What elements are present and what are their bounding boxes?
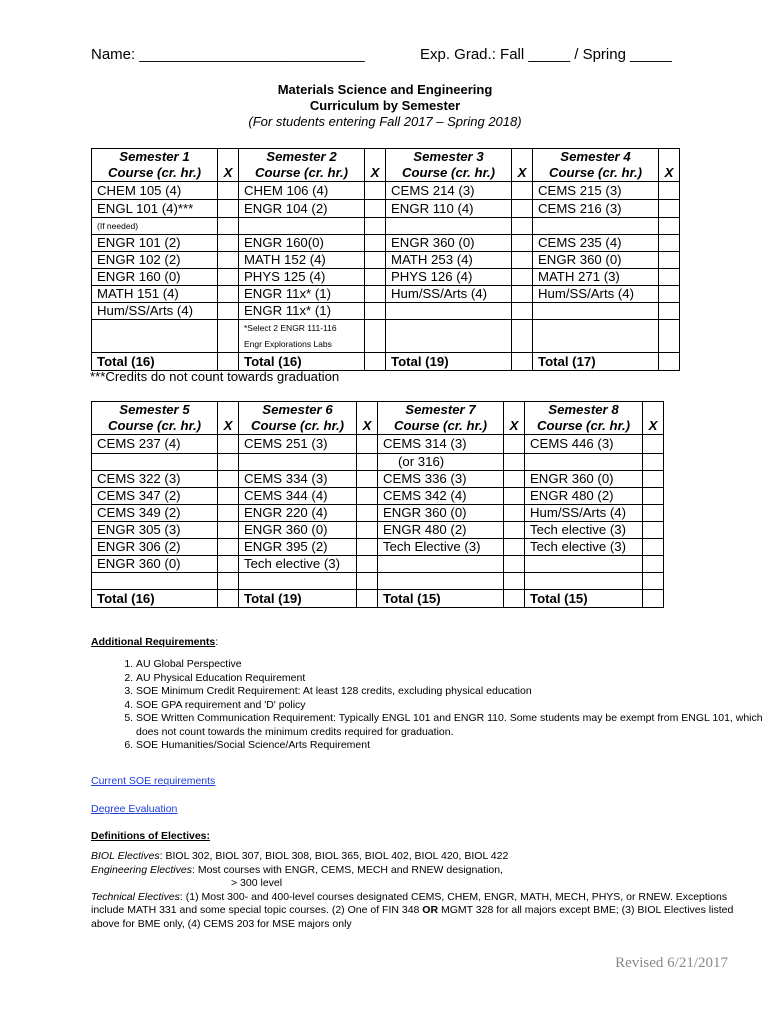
course-cell: CEMS 336 (3): [378, 471, 504, 488]
completed-column-header: X: [643, 418, 664, 435]
course-check-cell[interactable]: [504, 435, 525, 454]
course-check-cell[interactable]: [218, 522, 239, 539]
course-cell: ENGR 220 (4): [239, 505, 357, 522]
total-check-cell: [218, 590, 239, 608]
course-cell: (or 316): [378, 454, 504, 471]
course-cell: Engr Explorations Labs: [239, 336, 365, 353]
semester-check-title-cell: [504, 402, 525, 419]
course-row: [92, 522, 664, 539]
semester-title: Semester 6: [239, 402, 357, 419]
requirement-item: 2. AU Physical Education Requirement: [136, 672, 770, 686]
course-cell: MATH 271 (3): [533, 269, 659, 286]
course-cell: ENGR 360 (0): [386, 235, 512, 252]
course-row: [92, 218, 680, 235]
course-column-header: Course (cr. hr.): [525, 418, 643, 435]
course-check-cell[interactable]: [218, 218, 239, 235]
course-row: [92, 286, 680, 303]
course-cell: [525, 556, 643, 573]
semester-title: Semester 3: [386, 149, 512, 166]
course-cell: [92, 336, 218, 353]
course-cell: CEMS 214 (3): [386, 182, 512, 200]
requirement-item: 5. SOE Written Communication Requirement: Typically ENGL 101 and ENGR 110. Some students may be exempt from ENGL 101, which does not count towards the minimum credits required for graduation.: [136, 712, 770, 739]
course-cell: [386, 218, 512, 235]
semester-check-title-cell: [218, 402, 239, 419]
course-cell: CEMS 322 (3): [92, 471, 218, 488]
course-cell: [386, 336, 512, 353]
course-cell: [525, 573, 643, 590]
semester-title: Semester 2: [239, 149, 365, 166]
credits-note: ***Credits do not count towards graduation: [90, 369, 340, 384]
course-check-cell[interactable]: [218, 471, 239, 488]
semester-total: Total (17): [533, 353, 659, 371]
course-row: [92, 488, 664, 505]
course-cell: CEMS 349 (2): [92, 505, 218, 522]
course-check-cell[interactable]: [357, 471, 378, 488]
technical-electives-line: Technical Electives: (1) Most 300- and 400-level courses designated CEMS, CHEM, ENGR, MATH, MECH, PHYS, or RNEW. Exceptions include MATH 331 and some special topic courses. (2) One of FIN 348 OR MGMT 328 for all majors except BME; (3) BIOL Electives listed above for BME only, (4) CEMS 203 for MSE majors only: [91, 890, 734, 930]
course-cell: Hum/SS/Arts (4): [533, 286, 659, 303]
course-cell: ENGR 11x* (1): [239, 303, 365, 320]
semester-table-5-8: [91, 401, 664, 608]
course-check-cell[interactable]: [512, 182, 533, 200]
course-check-cell[interactable]: [504, 488, 525, 505]
course-column-header: Course (cr. hr.): [239, 165, 365, 182]
engineering-electives-line: Engineering Electives: Most courses with ENGR, CEMS, MECH and RNEW designation,: [91, 863, 503, 876]
total-check-cell: [659, 353, 680, 371]
definitions-text: [91, 850, 741, 931]
completed-column-header: X: [659, 165, 680, 182]
course-check-cell[interactable]: [365, 286, 386, 303]
additional-requirements-heading: Additional Requirements:: [91, 636, 219, 648]
course-check-cell[interactable]: [643, 471, 664, 488]
course-row: [92, 435, 664, 454]
course-cell: CHEM 106 (4): [239, 182, 365, 200]
course-row: [92, 573, 664, 590]
course-check-cell[interactable]: [643, 488, 664, 505]
course-row: [92, 269, 680, 286]
course-check-cell[interactable]: [659, 286, 680, 303]
semester-total: Total (16): [239, 353, 365, 371]
course-cell: [386, 320, 512, 337]
semester-title: Semester 7: [378, 402, 504, 419]
completed-column-header: X: [218, 418, 239, 435]
course-cell: CEMS 344 (4): [239, 488, 357, 505]
semester-check-title-cell: [659, 149, 680, 166]
course-cell: [386, 303, 512, 320]
course-column-header: Course (cr. hr.): [92, 165, 218, 182]
course-cell: MATH 152 (4): [239, 252, 365, 269]
requirement-item: 6. SOE Humanities/Social Science/Arts Requirement: [136, 739, 770, 753]
semester-total: Total (19): [239, 590, 357, 608]
course-check-cell[interactable]: [659, 336, 680, 353]
course-check-cell[interactable]: [659, 320, 680, 337]
course-check-cell[interactable]: [357, 522, 378, 539]
course-check-cell[interactable]: [218, 336, 239, 353]
total-check-cell: [218, 353, 239, 371]
course-cell: Hum/SS/Arts (4): [386, 286, 512, 303]
course-cell: PHYS 126 (4): [386, 269, 512, 286]
course-cell: ENGR 305 (3): [92, 522, 218, 539]
course-cell: CEMS 446 (3): [525, 435, 643, 454]
course-check-cell[interactable]: [504, 522, 525, 539]
course-cell: ENGL 101 (4)***: [92, 200, 218, 218]
course-cell: ENGR 104 (2): [239, 200, 365, 218]
course-check-cell[interactable]: [643, 539, 664, 556]
course-check-cell[interactable]: [218, 488, 239, 505]
total-row: [92, 353, 680, 371]
course-cell: [239, 573, 357, 590]
course-cell: ENGR 360 (0): [525, 471, 643, 488]
semester-check-title-cell: [357, 402, 378, 419]
semester-total: Total (19): [386, 353, 512, 371]
course-check-cell[interactable]: [365, 336, 386, 353]
semester-total: Total (16): [92, 590, 218, 608]
course-row: [92, 471, 664, 488]
course-row: [92, 539, 664, 556]
course-cell: Tech elective (3): [525, 539, 643, 556]
requirement-item: 3. SOE Minimum Credit Requirement: At least 128 credits, excluding physical education: [136, 685, 770, 699]
course-cell: *Select 2 ENGR 111-116: [239, 320, 365, 337]
course-check-cell[interactable]: [365, 200, 386, 218]
requirement-item: 4. SOE GPA requirement and 'D' policy: [136, 699, 770, 713]
course-check-cell[interactable]: [365, 182, 386, 200]
course-check-cell[interactable]: [218, 505, 239, 522]
course-row: [92, 556, 664, 573]
semester-title-row: [92, 149, 680, 166]
current-soe-requirements-link[interactable]: Current SOE requirements: [91, 775, 216, 787]
course-check-cell[interactable]: [512, 252, 533, 269]
course-cell: ENGR 360 (0): [533, 252, 659, 269]
course-check-cell[interactable]: [357, 488, 378, 505]
course-check-cell[interactable]: [365, 218, 386, 235]
semester-title: Semester 5: [92, 402, 218, 419]
name-field-label: Name: ___________________________: [91, 46, 365, 63]
course-check-cell[interactable]: [504, 539, 525, 556]
course-cell: CEMS 334 (3): [239, 471, 357, 488]
course-check-cell[interactable]: [504, 454, 525, 471]
course-check-cell[interactable]: [218, 252, 239, 269]
course-check-cell[interactable]: [365, 320, 386, 337]
course-check-cell[interactable]: [357, 505, 378, 522]
course-cell: Tech elective (3): [239, 556, 357, 573]
course-check-cell[interactable]: [659, 200, 680, 218]
total-check-cell: [512, 353, 533, 371]
course-check-cell[interactable]: [218, 320, 239, 337]
course-column-header: Course (cr. hr.): [378, 418, 504, 435]
course-check-cell[interactable]: [504, 573, 525, 590]
course-header-row: [92, 418, 664, 435]
course-check-cell[interactable]: [659, 182, 680, 200]
course-cell: ENGR 101 (2): [92, 235, 218, 252]
engineering-electives-level: > 300 level: [231, 877, 283, 889]
course-cell: ENGR 306 (2): [92, 539, 218, 556]
title-line-2: Curriculum by Semester: [309, 98, 461, 113]
course-cell: ENGR 480 (2): [525, 488, 643, 505]
course-cell: Tech elective (3): [525, 522, 643, 539]
biol-electives-line: BIOL Electives: BIOL 302, BIOL 307, BIOL 308, BIOL 365, BIOL 402, BIOL 420, BIOL 422: [91, 850, 509, 862]
semester-total: Total (15): [378, 590, 504, 608]
course-check-cell[interactable]: [365, 252, 386, 269]
semester-title: Semester 8: [525, 402, 643, 419]
course-cell: [378, 573, 504, 590]
course-check-cell[interactable]: [643, 522, 664, 539]
course-row: [92, 200, 680, 218]
course-row: [92, 303, 680, 320]
total-check-cell: [643, 590, 664, 608]
course-check-cell[interactable]: [218, 573, 239, 590]
course-check-cell[interactable]: [643, 556, 664, 573]
course-column-header: Course (cr. hr.): [533, 165, 659, 182]
course-header-row: [92, 165, 680, 182]
course-check-cell[interactable]: [218, 286, 239, 303]
course-row: [92, 454, 664, 471]
course-row: [92, 320, 680, 337]
course-cell: [239, 454, 357, 471]
course-cell: [533, 336, 659, 353]
course-cell: ENGR 360 (0): [92, 556, 218, 573]
course-cell: MATH 151 (4): [92, 286, 218, 303]
course-check-cell[interactable]: [512, 200, 533, 218]
course-check-cell[interactable]: [512, 218, 533, 235]
course-check-cell[interactable]: [357, 454, 378, 471]
course-cell: ENGR 360 (0): [378, 505, 504, 522]
title-subtitle: (For students entering Fall 2017 – Spring 2018): [248, 114, 522, 129]
course-cell: ENGR 160(0): [239, 235, 365, 252]
course-check-cell[interactable]: [659, 303, 680, 320]
requirement-item: 1. AU Global Perspective: [136, 658, 770, 672]
course-check-cell[interactable]: [218, 200, 239, 218]
course-check-cell[interactable]: [365, 269, 386, 286]
course-check-cell[interactable]: [512, 336, 533, 353]
semester-check-title-cell: [218, 149, 239, 166]
course-check-cell[interactable]: [357, 573, 378, 590]
course-check-cell[interactable]: [357, 435, 378, 454]
course-cell: [533, 320, 659, 337]
course-check-cell[interactable]: [643, 435, 664, 454]
course-cell: ENGR 110 (4): [386, 200, 512, 218]
course-cell: CHEM 105 (4): [92, 182, 218, 200]
course-check-cell[interactable]: [659, 235, 680, 252]
course-cell: Hum/SS/Arts (4): [92, 303, 218, 320]
semester-table-1-4: [91, 148, 680, 371]
course-check-cell[interactable]: [504, 556, 525, 573]
course-check-cell[interactable]: [365, 235, 386, 252]
completed-column-header: X: [357, 418, 378, 435]
course-check-cell[interactable]: [504, 505, 525, 522]
semester-title: Semester 4: [533, 149, 659, 166]
course-check-cell[interactable]: [218, 235, 239, 252]
course-row: [92, 336, 680, 353]
total-row: [92, 590, 664, 608]
course-cell: ENGR 160 (0): [92, 269, 218, 286]
course-check-cell[interactable]: [512, 235, 533, 252]
course-check-cell[interactable]: [218, 269, 239, 286]
course-cell: ENGR 102 (2): [92, 252, 218, 269]
definitions-heading: Definitions of Electives:: [91, 830, 211, 842]
semester-check-title-cell: [365, 149, 386, 166]
course-check-cell[interactable]: [357, 539, 378, 556]
course-cell: [92, 454, 218, 471]
total-check-cell: [365, 353, 386, 371]
course-cell: ENGR 11x* (1): [239, 286, 365, 303]
course-check-cell[interactable]: [218, 435, 239, 454]
course-cell: CEMS 251 (3): [239, 435, 357, 454]
course-cell: CEMS 314 (3): [378, 435, 504, 454]
course-cell: [92, 573, 218, 590]
course-cell: MATH 253 (4): [386, 252, 512, 269]
semester-title-row: [92, 402, 664, 419]
total-check-cell: [504, 590, 525, 608]
course-check-cell[interactable]: [643, 505, 664, 522]
course-check-cell[interactable]: [504, 471, 525, 488]
course-cell: ENGR 480 (2): [378, 522, 504, 539]
course-cell: CEMS 347 (2): [92, 488, 218, 505]
course-check-cell[interactable]: [512, 320, 533, 337]
semester-total: Total (15): [525, 590, 643, 608]
course-cell: ENGR 395 (2): [239, 539, 357, 556]
course-check-cell[interactable]: [659, 252, 680, 269]
completed-column-header: X: [504, 418, 525, 435]
course-cell: PHYS 125 (4): [239, 269, 365, 286]
course-column-header: Course (cr. hr.): [386, 165, 512, 182]
total-check-cell: [357, 590, 378, 608]
course-cell: Tech Elective (3): [378, 539, 504, 556]
course-row: [92, 235, 680, 252]
completed-column-header: X: [365, 165, 386, 182]
course-cell: Hum/SS/Arts (4): [525, 505, 643, 522]
course-row: [92, 182, 680, 200]
course-row: [92, 252, 680, 269]
semester-total: Total (16): [92, 353, 218, 371]
course-cell: [239, 218, 365, 235]
course-cell: [525, 454, 643, 471]
course-check-cell[interactable]: [218, 454, 239, 471]
course-cell: [533, 303, 659, 320]
completed-column-header: X: [512, 165, 533, 182]
course-check-cell[interactable]: [659, 269, 680, 286]
course-check-cell[interactable]: [218, 182, 239, 200]
course-column-header: Course (cr. hr.): [239, 418, 357, 435]
course-cell: CEMS 216 (3): [533, 200, 659, 218]
course-check-cell[interactable]: [512, 286, 533, 303]
course-cell: [378, 556, 504, 573]
revised-date: Revised 6/21/2017: [615, 955, 728, 971]
semester-title: Semester 1: [92, 149, 218, 166]
course-cell: (If needed): [92, 218, 218, 235]
completed-column-header: X: [218, 165, 239, 182]
degree-evaluation-link[interactable]: Degree Evaluation: [91, 803, 178, 815]
course-check-cell[interactable]: [218, 556, 239, 573]
course-row: [92, 505, 664, 522]
semester-check-title-cell: [512, 149, 533, 166]
semester-check-title-cell: [643, 402, 664, 419]
course-cell: ENGR 360 (0): [239, 522, 357, 539]
course-check-cell[interactable]: [218, 303, 239, 320]
course-check-cell[interactable]: [357, 556, 378, 573]
course-cell: CEMS 342 (4): [378, 488, 504, 505]
course-check-cell[interactable]: [643, 454, 664, 471]
course-cell: CEMS 237 (4): [92, 435, 218, 454]
course-column-header: Course (cr. hr.): [92, 418, 218, 435]
requirements-list: [91, 658, 770, 753]
course-check-cell[interactable]: [659, 218, 680, 235]
expected-graduation-label: Exp. Grad.: Fall _____ / Spring _____: [420, 46, 672, 63]
course-check-cell[interactable]: [365, 303, 386, 320]
title-line-1: Materials Science and Engineering: [277, 82, 493, 97]
course-check-cell[interactable]: [218, 539, 239, 556]
course-cell: CEMS 215 (3): [533, 182, 659, 200]
course-cell: CEMS 235 (4): [533, 235, 659, 252]
course-check-cell[interactable]: [512, 269, 533, 286]
course-check-cell[interactable]: [512, 303, 533, 320]
document-title: [0, 82, 770, 130]
course-cell: [533, 218, 659, 235]
course-cell: [92, 320, 218, 337]
course-check-cell[interactable]: [643, 573, 664, 590]
